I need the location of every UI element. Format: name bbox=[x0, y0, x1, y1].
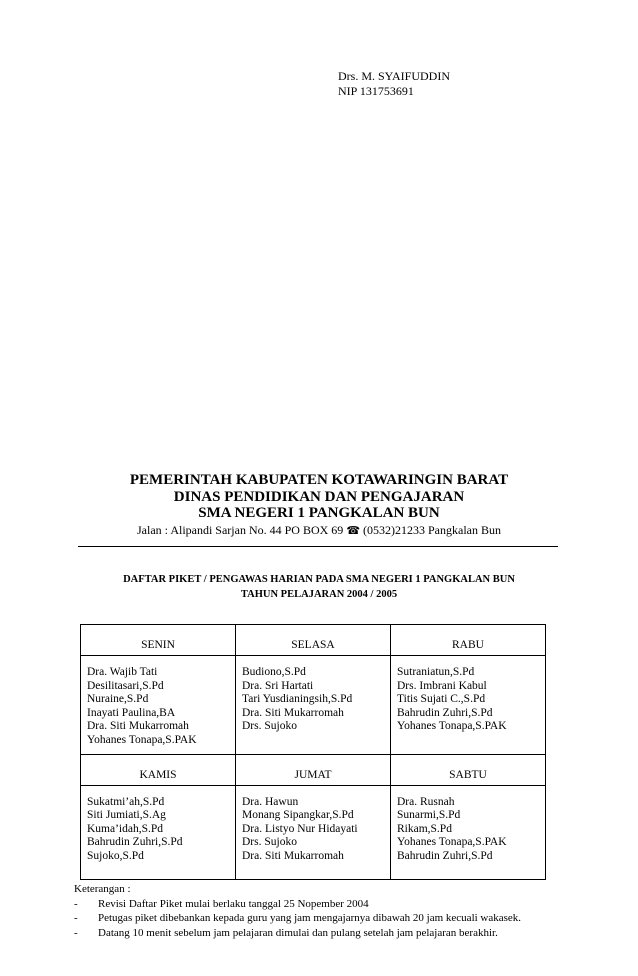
list-item: Nuraine,S.Pd bbox=[87, 693, 149, 706]
list-item: Sukatmi’ah,S.Pd bbox=[87, 795, 165, 808]
note-item bbox=[74, 926, 521, 941]
table-row bbox=[81, 785, 546, 879]
table-header-row bbox=[81, 625, 546, 656]
duty-list-rabu bbox=[391, 656, 546, 755]
list-item: Sutraniatun,S.Pd bbox=[397, 666, 475, 678]
day-header-rabu: RABU bbox=[391, 625, 546, 656]
list-item: Desilitasari,S.Pd bbox=[87, 679, 164, 692]
signatory-nip: NIP 131753691 bbox=[338, 84, 414, 98]
list-item: Yohanes Tonapa,S.PAK bbox=[397, 720, 507, 733]
list-item: Dra. Wajib Tati bbox=[87, 666, 158, 678]
list-item: Drs. Imbrani Kabul bbox=[397, 679, 487, 692]
list-item: Dra. Hawun bbox=[242, 795, 299, 808]
document-title bbox=[0, 572, 638, 602]
list-item: Dra. Sri Hartati bbox=[242, 679, 314, 692]
signatory-name: Drs. M. SYAIFUDDIN bbox=[338, 69, 451, 83]
table-row bbox=[81, 656, 546, 755]
list-item: Dra. Rusnah bbox=[397, 795, 455, 808]
list-item: Sujoko,S.Pd bbox=[87, 849, 144, 862]
note-text: Datang 10 menit sebelum jam pelajaran dimulai dan pulang setelah jam pelajaran berakhir. bbox=[98, 926, 498, 939]
signature-block bbox=[338, 69, 450, 99]
list-item: Dra. Siti Mukarromah bbox=[242, 849, 344, 862]
duty-list-jumat bbox=[236, 785, 391, 879]
duty-list-selasa bbox=[236, 656, 391, 755]
phone-number: (0532)21233 Pangkalan Bun bbox=[360, 522, 501, 537]
note-item bbox=[74, 911, 521, 926]
duty-list-kamis bbox=[81, 785, 236, 879]
duty-schedule-table bbox=[80, 624, 546, 880]
note-item bbox=[74, 897, 521, 912]
list-item: Kuma’idah,S.Pd bbox=[87, 822, 164, 835]
list-item: Rikam,S.Pd bbox=[397, 822, 452, 835]
notes-section bbox=[74, 882, 521, 940]
letterhead-government: PEMERINTAH KABUPATEN KOTAWARINGIN BARAT bbox=[129, 472, 509, 488]
bullet-dash: - bbox=[74, 912, 78, 924]
phone-icon: ☎ bbox=[346, 524, 361, 537]
document-title-line2: TAHUN PELAJARAN 2004 / 2005 bbox=[240, 589, 398, 600]
list-item: Dra. Siti Mukarromah bbox=[242, 706, 344, 719]
day-header-senin: SENIN bbox=[81, 625, 236, 656]
letterhead-school: SMA NEGERI 1 PANGKALAN BUN bbox=[198, 505, 440, 521]
note-text: Revisi Daftar Piket mulai berlaku tanggal 25 Nopember 2004 bbox=[98, 897, 369, 910]
list-item: Drs. Sujoko bbox=[242, 836, 297, 849]
day-header-selasa: SELASA bbox=[236, 625, 391, 656]
duty-list-sabtu bbox=[391, 785, 546, 879]
day-header-kamis: KAMIS bbox=[81, 754, 236, 785]
day-header-sabtu: SABTU bbox=[391, 754, 546, 785]
list-item: Siti Jumiati,S.Ag bbox=[87, 809, 166, 822]
list-item: Tari Yusdianingsih,S.Pd bbox=[242, 693, 353, 706]
list-item: Budiono,S.Pd bbox=[242, 666, 306, 678]
list-item: Dra. Listyo Nur Hidayati bbox=[242, 822, 358, 835]
list-item: Sunarmi,S.Pd bbox=[397, 809, 461, 822]
note-text: Petugas piket dibebankan kepada guru yang jam mengajarnya dibawah 20 jam kecuali wakasek. bbox=[98, 912, 522, 924]
letterhead-divider bbox=[78, 546, 558, 547]
list-item: Inayati Paulina,BA bbox=[87, 706, 176, 719]
list-item: Titis Sujati C.,S.Pd bbox=[397, 693, 486, 706]
list-item: Bahrudin Zuhri,S.Pd bbox=[397, 849, 493, 862]
bullet-dash: - bbox=[74, 926, 78, 939]
document-title-line1: DAFTAR PIKET / PENGAWAS HARIAN PADA SMA NEGERI 1 PANGKALAN BUN bbox=[123, 574, 515, 585]
bullet-dash: - bbox=[74, 897, 78, 910]
list-item: Bahrudin Zuhri,S.Pd bbox=[87, 836, 183, 849]
list-item: Yohanes Tonapa,S.PAK bbox=[397, 836, 507, 849]
notes-heading: Keterangan : bbox=[74, 883, 131, 895]
day-header-jumat: JUMAT bbox=[236, 754, 391, 785]
list-item: Yohanes Tonapa,S.PAK bbox=[87, 733, 197, 746]
list-item: Monang Sipangkar,S.Pd bbox=[242, 809, 354, 822]
duty-list-senin bbox=[81, 656, 236, 755]
letterhead-address bbox=[0, 522, 638, 539]
table-header-row bbox=[81, 754, 546, 785]
list-item: Drs. Sujoko bbox=[242, 720, 297, 733]
list-item: Bahrudin Zuhri,S.Pd bbox=[397, 706, 493, 719]
address-text: Jalan : Alipandi Sarjan No. 44 PO BOX 69 bbox=[136, 522, 347, 537]
letterhead bbox=[0, 472, 638, 539]
list-item: Dra. Siti Mukarromah bbox=[87, 720, 189, 733]
letterhead-department: DINAS PENDIDIKAN DAN PENGAJARAN bbox=[173, 488, 465, 505]
